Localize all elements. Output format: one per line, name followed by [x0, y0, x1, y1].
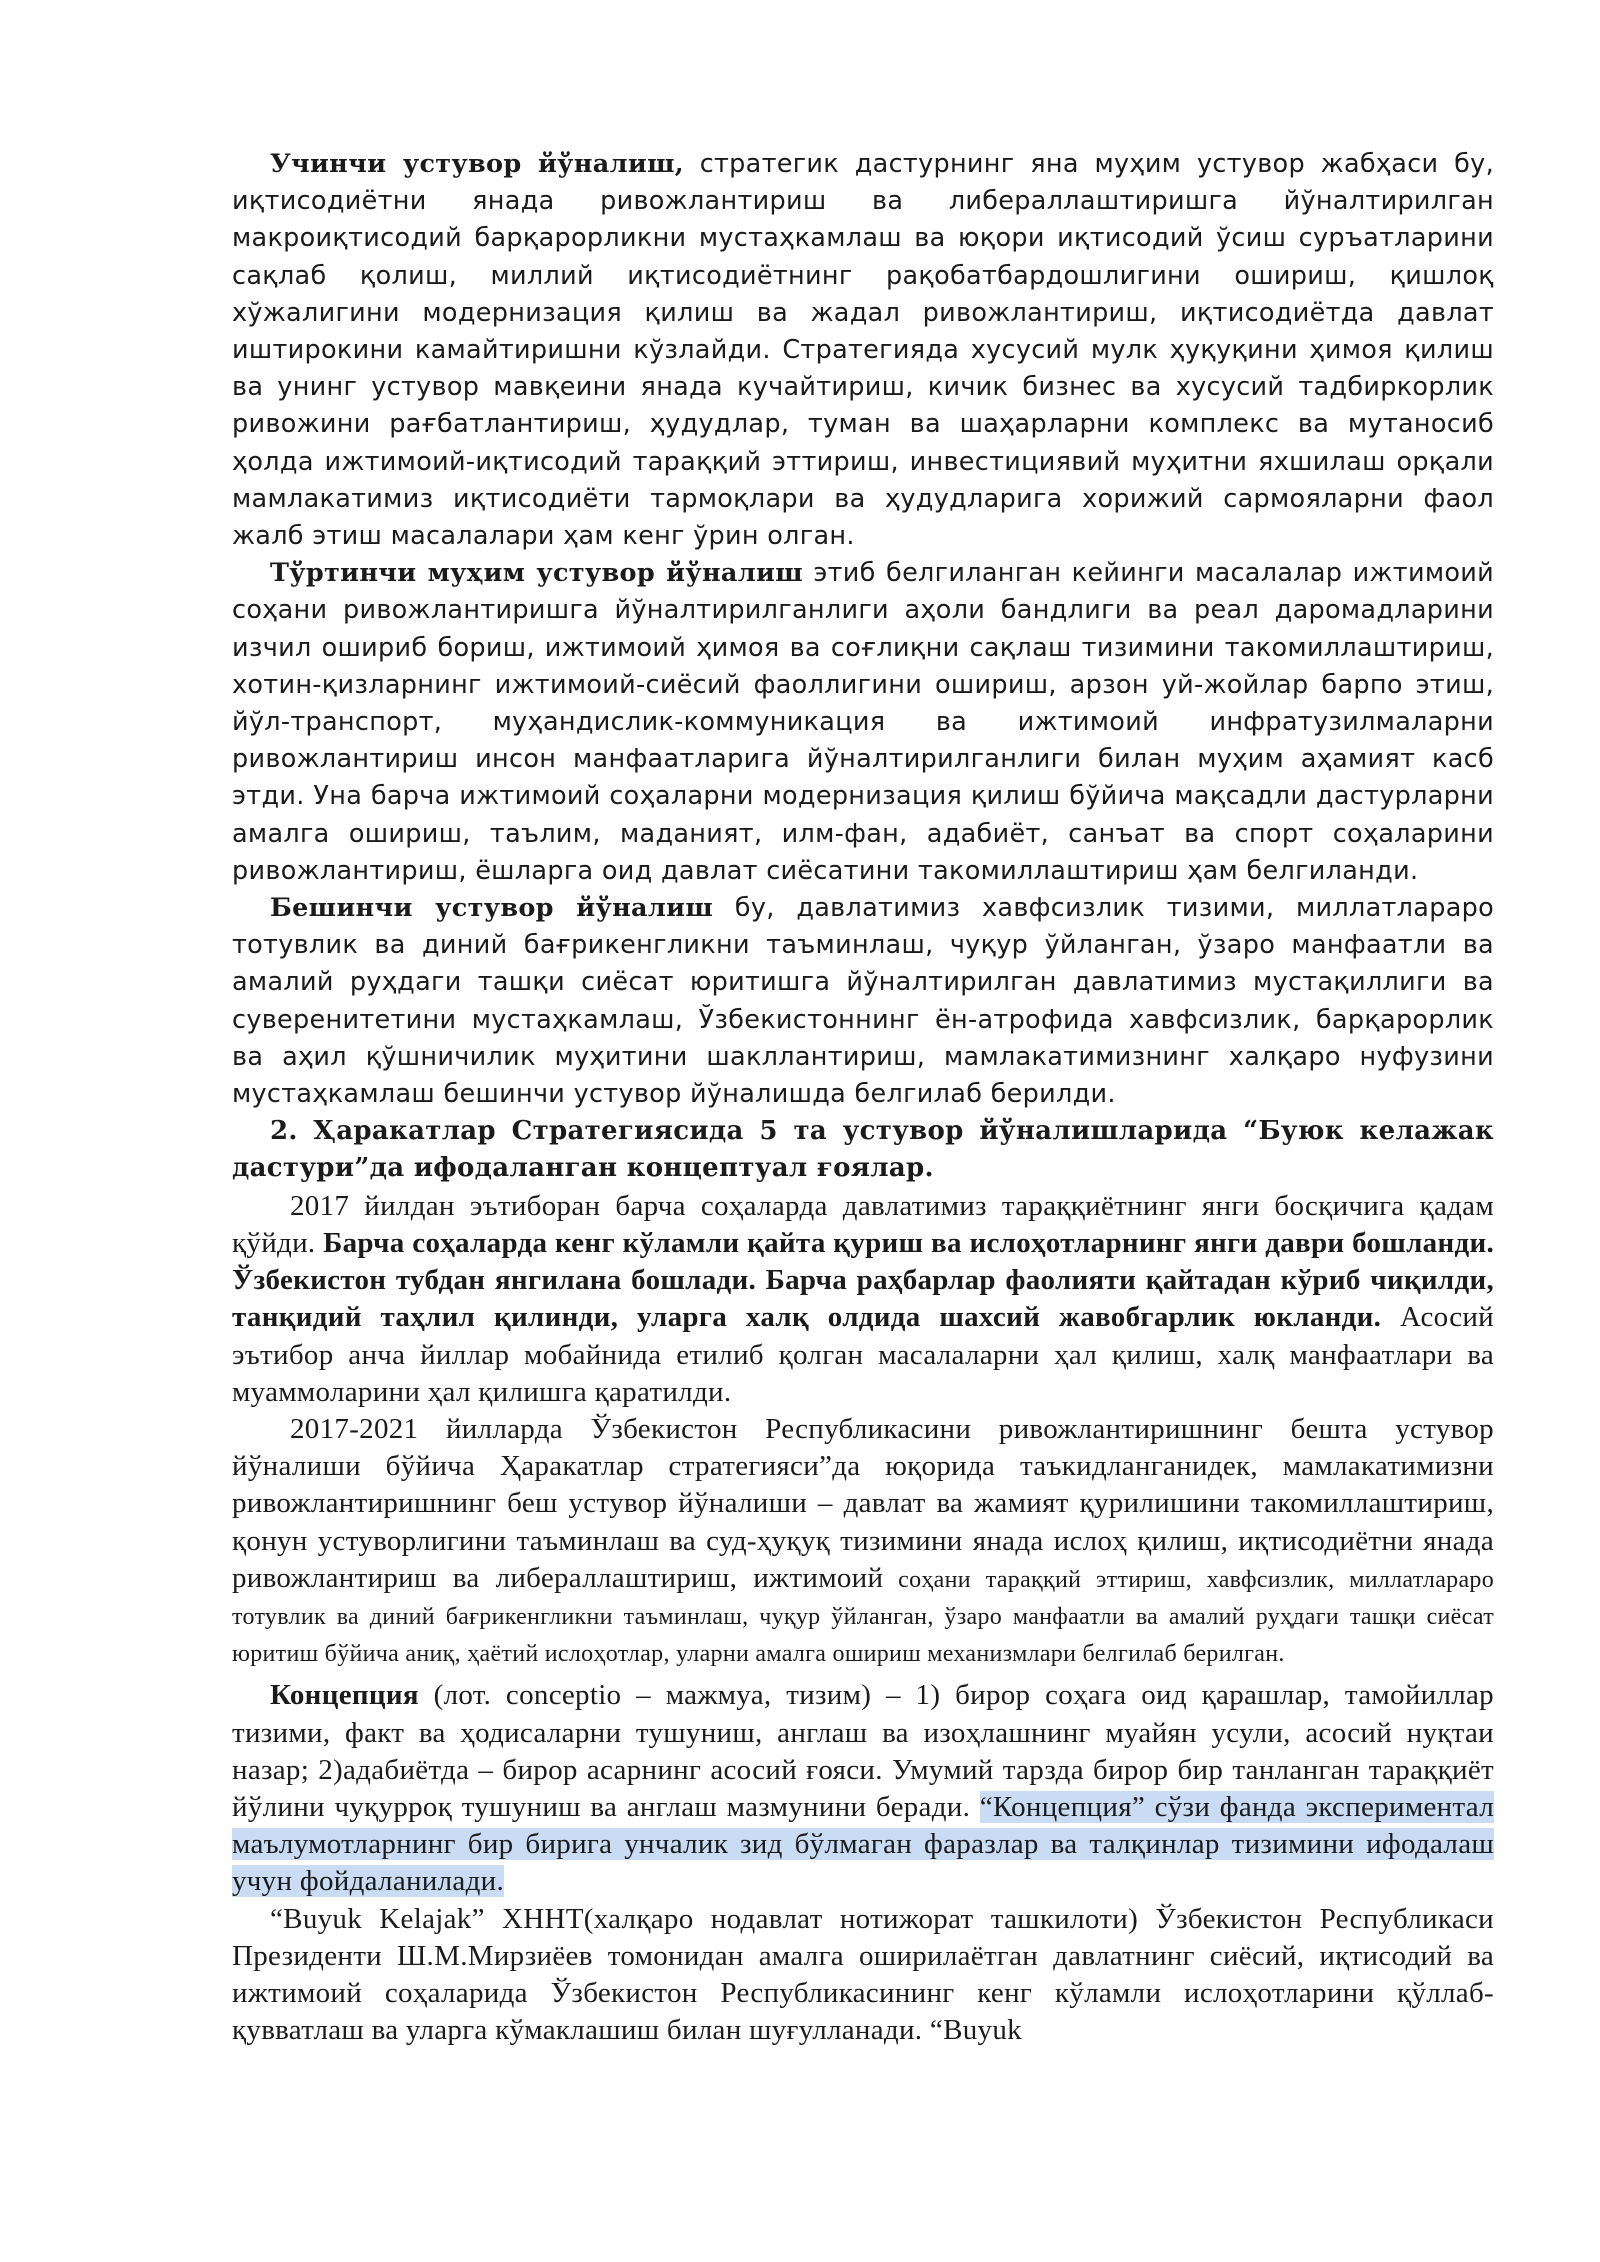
paragraph-text: (лот. conceptio – мажмуа, тизим) – 1) бирор соҳага оид қарашлар, тамойиллар тизими, факт ва ҳодисаларни тушуниш, англаш ва изоҳлашнинг муайян усули, асосий нуқтаи назар; 2)адабиётда – бирор асарнинг асосий ғояси. Умумий тарзда бирор бир танланган тараққиёт йўлини чуқурроқ тушуниш ва англаш мазмунини беради. [232, 1679, 1494, 1823]
paragraph-small-text: соҳани тараққий эттириш, хавфсизлик, миллатлараро тотувлик ва диний бағрикенгликни таъминлаш, чуқур ўйланган, ўзаро манфаатли ва амалий руҳдаги ташқи сиёсат юритиш бўйича аниқ, ҳаётий ислоҳотлар, уларни амалга ошириш механизмлари белгилаб берилган. [232, 1566, 1495, 1668]
section-heading: 2. Ҳаракатлар Стратегиясида 5 та устувор йўналишларида “Буюк келажак дастури”да ифодаланган концептуал ғоялар. [232, 1116, 1494, 1184]
paragraph-text: 2017-2021 йилларда Ўзбекистон Республикасини ривожлантиришнинг бешта устувор йўналиши бўйича Ҳаракатлар стратегияси”да юқорида таъкидланганидек, мамлакатимизни ривожлантиришнинг беш устувор йўналиши – давлат ва жамият қурилишини такомиллаштириш, қонун устуворлигини таъминлаш ва суд-ҳуқуқ тизимини янада ислоҳ қилиш, иқтисодиётни янада ривожлантириш ва либераллаштириш, ижтимоий [232, 1412, 1494, 1594]
paragraph-bold-text: Барча соҳаларда кенг кўламли қайта қуриш ва ислоҳотларнинг янги даври бошланди. Ўзбекистон тубдан янгилана бошлади. Барча раҳбарлар фаолияти қайтадан кўриб чиқилди, танқидий таҳлил қилинди, уларга халқ олдида шахсий жавобгарлик юкланди. [232, 1226, 1495, 1334]
paragraph-third-priority [232, 146, 1494, 555]
paragraph-action-strategy [232, 1411, 1494, 1671]
paragraph-fifth-priority [232, 890, 1494, 1113]
paragraph-fourth-priority [232, 555, 1494, 890]
paragraph-buyuk-kelajak [232, 1901, 1494, 2050]
paragraph-text: Асосий эътибор анча йиллар мобайнида етилиб қолган масалаларни ҳал қилиш, халқ манфаатлари ва муаммоларини ҳал қилишга қаратилди. [232, 1301, 1495, 1408]
paragraph-text: бу, давлатимиз хавфсизлик тизими, миллатлараро тотувлик ва диний бағрикенгликни таъминлаш, чуқур ўйланган, ўзаро манфаатли ва амалий руҳдаги ташқи сиёсат юритишга йўналтирилган давлатимиз мустақиллиги ва суверенитетини мустаҳкамлаш, Ўзбекистоннинг ён-атрофида хавфсизлик, барқарорлик ва аҳил қўшничилик муҳитини шакллантириш, мамлакатимизнинг халқаро нуфузини мустаҳкамлаш бешинчи устувор йўналишда белгилаб берилди. [232, 893, 1495, 1110]
paragraph-concept-definition [232, 1677, 1494, 1900]
highlighted-selection[interactable]: “Концепция” сўзи фанда экспериментал маълумотларнинг бир бирига унчалик зид бўлмаган фаразлар ва талқинлар тизимини ифодалаш учун фойдаланилади. [232, 1790, 1494, 1898]
paragraph-text: “Buyuk Kelajak” ХННТ(халқаро нодавлат нотижорат ташкилоти) Ўзбекистон Республикаси Президенти Ш.М.Мирзиёев томонидан амалга оширилаётган давлатнинг сиёсий, иқтисодий ва ижтимоий соҳаларида Ўзбекистон Республикасининг кенг кўламли ислоҳотларини қўллаб-қувватлаш ва уларга кўмаклашиш билан шуғулланади. “Buyuk [232, 1902, 1494, 2047]
paragraph-text: этиб белгиланган кейинги масалалар ижтимоий соҳани ривожлантиришга йўналтирилганлиги аҳоли бандлиги ва реал даромадларини изчил ошириб бориш, ижтимоий ҳимоя ва соғлиқни сақлаш тизимини такомиллаштириш, хотин-қизларнинг ижтимоий-сиёсий фаоллигини ошириш, арзон уй-жойлар барпо этиш, йўл-транспорт, муҳандислик-коммуникация ва ижтимоий инфратузилмаларни ривожлантириш инсон манфаатларига йўналтирилганлиги билан муҳим аҳамият касб этди. Уна барча ижтимоий соҳаларни модернизация қилиш бўйича мақсадли дастурларни амалга ошириш, таълим, маданият, илм-фан, адабиёт, санъат ва спорт соҳаларини ривожлантириш, ёшларга оид давлат сиёсатини такомиллаштириш ҳам белгиланди. [232, 558, 1494, 886]
term-concept: Концепция [270, 1679, 419, 1712]
paragraph-text: 2017 йилдан эътиборан барча соҳаларда давлатимиз тараққиётнинг янги босқичига қадам қўйди. [232, 1189, 1494, 1259]
paragraph-2017-reforms [232, 1188, 1494, 1411]
paragraph-text: стратегик дастурнинг яна муҳим устувор жабҳаси бу, иқтисодиётни янада ривожлантириш ва либераллаштиришга йўналтирилган макроиқтисодий барқарорликни мустаҳкамлаш ва юқори иқтисодий ўсиш суръатларини сақлаб қолиш, миллий иқтисодиётнинг рақобатбардошлигини ошириш, қишлоқ хўжалигини модернизация қилиш ва жадал ривожлантириш, иқтисодиётда давлат иштирокини камайтиришни кўзлайди. Стратегияда хусусий мулк ҳуқуқини ҳимоя қилиш ва унинг устувор мавқеини янада кучайтириш, кичик бизнес ва хусусий тадбиркорлик ривожини рағбатлантириш, ҳудудлар, туман ва шаҳарларни комплекс ва мутаносиб ҳолда ижтимоий-иқтисодий тараққий эттириш, инвестициявий муҳитни яхшилаш орқали мамлакатимиз иқтисодиёти тармоқлари ва ҳудудларига хорижий сармояларни фаол жалб этиш масалалари ҳам кенг ўрин олган. [232, 149, 1494, 552]
paragraph-bold-lead: Тўртинчи муҳим устувор йўналиш [270, 558, 803, 589]
paragraph-bold-lead: Учинчи устувор йўналиш, [270, 149, 684, 179]
paragraph-bold-lead: Бешинчи устувор йўналиш [270, 893, 714, 924]
document-body [232, 146, 1494, 2049]
